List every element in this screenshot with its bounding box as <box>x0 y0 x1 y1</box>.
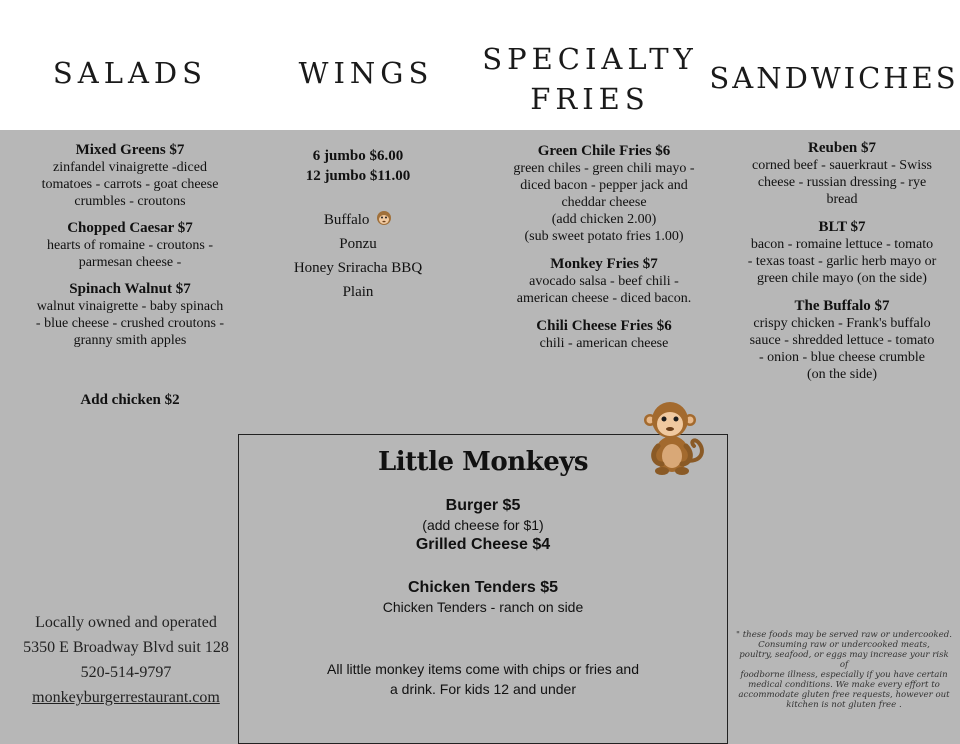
owned-text: Locally owned and operated <box>35 614 217 631</box>
item-desc: bread <box>826 192 858 207</box>
wing-flavor <box>248 208 468 232</box>
disclaimer-line: accommodate gluten free requests, however out <box>738 690 950 700</box>
menu-item <box>484 256 724 307</box>
menu-item <box>10 220 250 271</box>
item-desc: crumbles - croutons <box>74 194 186 209</box>
kids-footer-line1: All little monkey items come with chips or fries and <box>327 661 639 677</box>
item-desc: (add chicken 2.00) <box>551 212 657 227</box>
kids-menu-box <box>238 434 728 744</box>
address-text: 5350 E Broadway Blvd suit 128 <box>23 639 229 656</box>
wing-price: 12 jumbo $11.00 <box>305 168 411 184</box>
menu-item <box>484 318 724 352</box>
item-desc: sauce - shredded lettuce - tomato <box>749 333 935 348</box>
item-name: Chopped Caesar $7 <box>67 220 193 236</box>
item-desc: diced bacon - pepper jack and <box>520 178 688 193</box>
wing-price: 6 jumbo $6.00 <box>312 148 404 164</box>
addon-text: Add chicken $2 <box>80 392 180 408</box>
header-band <box>0 0 960 130</box>
item-name: Reuben $7 <box>808 140 876 156</box>
monkey-icon <box>632 398 710 478</box>
item-desc: (sub sweet potato fries 1.00) <box>524 229 684 244</box>
monkey-face-icon <box>376 210 392 226</box>
kids-tenders-note: Chicken Tenders - ranch on side <box>382 599 584 615</box>
item-desc: cheese - russian dressing - rye <box>757 175 927 190</box>
item-desc: zinfandel vinaigrette -diced <box>53 160 207 175</box>
fries-column <box>484 143 724 352</box>
heading-salads: SALADS <box>52 56 208 90</box>
menu-item <box>724 298 960 383</box>
kids-grilled-cheese: Grilled Cheese $4 <box>415 536 551 553</box>
item-desc: green chiles - green chili mayo - <box>513 161 695 176</box>
disclaimer-line: medical conditions. We make every effort to <box>748 680 940 690</box>
item-desc: bacon - romaine lettuce - tomato <box>750 237 934 252</box>
disclaimer-line: foodborne illness, especially if you have certain <box>740 670 948 680</box>
item-desc: - texas toast - garlic herb mayo or <box>747 254 937 269</box>
item-name: The Buffalo $7 <box>794 298 890 314</box>
heading-sandwiches: SANDWICHES <box>709 61 959 95</box>
kids-burger-note: (add cheese for $1) <box>422 517 544 533</box>
wings-column <box>248 146 468 304</box>
kids-title: Little Monkeys <box>378 447 588 477</box>
disclaimer-line: " these foods may be served raw or undercooked. <box>736 630 952 640</box>
item-desc: cheddar cheese <box>561 195 647 210</box>
item-desc: granny smith apples <box>73 333 187 348</box>
sandwiches-column <box>724 140 960 383</box>
item-name: Chili Cheese Fries $6 <box>536 318 672 334</box>
item-desc: chili - american cheese <box>539 336 669 351</box>
item-desc: corned beef - sauerkraut - Swiss <box>752 158 932 173</box>
phone-text: 520-514-9797 <box>80 664 172 681</box>
item-desc: parmesan cheese - <box>78 255 182 270</box>
heading-wings: WINGS <box>298 56 434 90</box>
item-name: Green Chile Fries $6 <box>537 143 671 159</box>
menu-item <box>724 140 960 208</box>
website-link[interactable]: monkeyburgerrestaurant.com <box>32 689 220 706</box>
kids-footer-line2: a drink. For kids 12 and under <box>390 681 576 697</box>
menu-item <box>10 281 250 349</box>
wing-flavor: Plain <box>342 284 374 300</box>
disclaimer-line: Consuming raw or undercooked meats, <box>758 640 930 650</box>
menu-item <box>724 219 960 287</box>
item-desc: walnut vinaigrette - baby spinach <box>36 299 224 314</box>
salads-addon <box>10 392 250 409</box>
wing-flavor: Honey Sriracha BBQ <box>293 260 423 276</box>
item-name: BLT $7 <box>818 219 866 235</box>
item-name: Spinach Walnut $7 <box>69 281 191 297</box>
flavor-label: Buffalo <box>323 212 370 228</box>
item-desc: (on the side) <box>807 367 877 382</box>
disclaimer <box>734 630 954 710</box>
disclaimer-line: kitchen is not gluten free . <box>786 700 902 710</box>
kids-burger: Burger $5 <box>445 497 521 514</box>
item-desc: hearts of romaine - croutons - <box>47 238 213 253</box>
item-desc: crispy chicken - Frank's buffalo <box>753 316 931 331</box>
salads-column <box>10 142 250 349</box>
item-desc: tomatoes - carrots - goat cheese <box>41 177 219 192</box>
menu-item <box>10 142 250 210</box>
disclaimer-line: poultry, seafood, or eggs may increase your risk of <box>739 650 949 670</box>
item-desc: - blue cheese - crushed croutons - <box>35 316 225 331</box>
wing-flavor: Ponzu <box>339 236 377 252</box>
heading-fries: FRIES <box>530 82 650 116</box>
location-info <box>10 610 242 710</box>
item-desc: avocado salsa - beef chili - <box>529 274 679 289</box>
menu-item <box>484 143 724 245</box>
item-desc: american cheese - diced bacon. <box>516 291 692 306</box>
item-name: Monkey Fries $7 <box>550 256 658 272</box>
item-desc: green chile mayo (on the side) <box>757 271 927 286</box>
heading-specialty: SPECIALTY <box>482 42 698 76</box>
kids-chicken-tenders: Chicken Tenders $5 <box>408 579 558 596</box>
item-desc: - onion - blue cheese crumble <box>759 350 925 365</box>
item-name: Mixed Greens $7 <box>75 142 185 158</box>
